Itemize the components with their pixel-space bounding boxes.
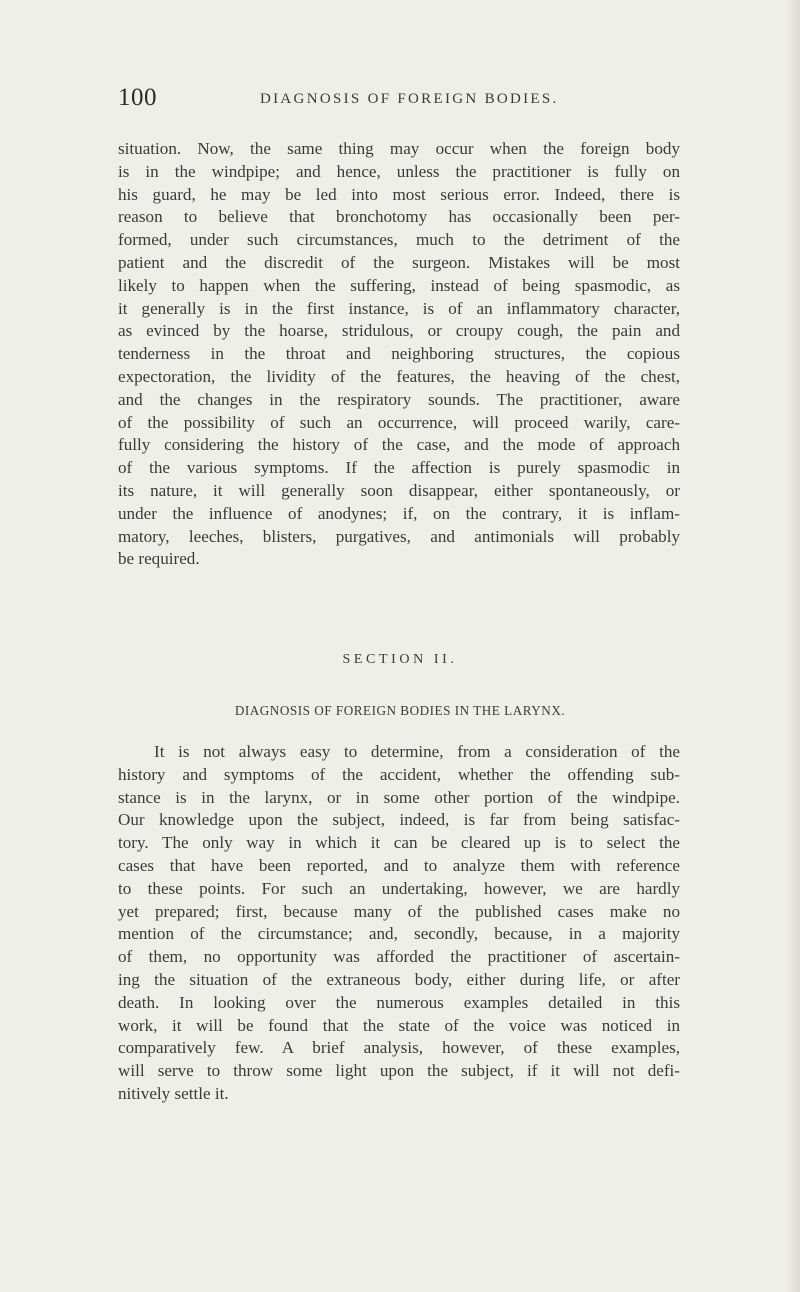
text-line: death. In looking over the numerous examples detailed in this — [118, 992, 680, 1012]
text-line: expectoration, the lividity of the features, the heaving of the chest, — [118, 366, 680, 386]
text-line: situation. Now, the same thing may occur when the foreign body — [118, 139, 680, 158]
text-line: his guard, he may be led into most serious error. Indeed, there is — [118, 184, 680, 204]
text-line: ing the situation of the extraneous body, either during life, or after — [118, 969, 680, 989]
text-line: tory. The only way in which it can be cleared up is to select the — [118, 833, 680, 853]
text-line: it generally is in the first instance, is of an inflammatory character, — [118, 298, 680, 318]
section-title: DIAGNOSIS OF FOREIGN BODIES IN THE LARYNX. — [234, 703, 566, 718]
text-line: tenderness in the throat and neighboring structures, the copious — [118, 344, 680, 364]
running-head: DIAGNOSIS OF FOREIGN BODIES. — [260, 91, 559, 107]
text-line: mention of the circumstance; and, secondly, because, in a majority — [118, 924, 680, 944]
text-line: is in the windpipe; and hence, unless the practitioner is fully on — [118, 161, 680, 181]
text-line: formed, under such circumstances, much to the detriment of the — [118, 230, 680, 250]
text-line: cases that have been reported, and to analyze them with reference — [118, 855, 680, 875]
text-line: of the possibility of such an occurrence, will proceed warily, care- — [118, 412, 680, 432]
text-line: stance is in the larynx, or in some other portion of the windpipe. — [118, 787, 680, 807]
text-line: comparatively few. A brief analysis, however, of these examples, — [118, 1038, 680, 1058]
text-line: its nature, it will generally soon disappear, either spontaneously, or — [118, 480, 680, 500]
text-line: of them, no opportunity was afforded the practitioner of ascertain- — [118, 947, 680, 967]
paragraph-2 — [118, 741, 680, 1106]
page-number: 100 — [118, 84, 157, 111]
text-line: Our knowledge upon the subject, indeed, is far from being satisfac- — [118, 810, 680, 830]
text-line: under the influence of anodynes; if, on the contrary, it is inflam- — [118, 503, 680, 523]
text-line: reason to believe that bronchotomy has occasionally been per- — [118, 207, 680, 227]
text-line: history and symptoms of the accident, whether the offending sub- — [118, 764, 680, 784]
text-line: as evinced by the hoarse, stridulous, or croupy cough, the pain and — [118, 321, 680, 341]
paragraph-1 — [118, 138, 680, 571]
text-line: will serve to throw some light upon the subject, if it will not defi- — [118, 1061, 680, 1081]
text-line: matory, leeches, blisters, purgatives, and antimonials will probably — [118, 526, 680, 546]
text-line: likely to happen when the suffering, instead of being spasmodic, as — [118, 275, 680, 295]
section-heading: SECTION II. — [342, 652, 458, 667]
text-line: nitively settle it. — [118, 1083, 229, 1103]
text-line: It is not always easy to determine, from a consideration of the — [154, 742, 680, 761]
text-line: fully considering the history of the case, and the mode of approach — [118, 435, 680, 455]
text-line: of the various symptoms. If the affection is purely spasmodic in — [118, 458, 680, 478]
text-line: be required. — [118, 549, 200, 569]
page-header — [118, 84, 688, 114]
text-line: to these points. For such an undertaking, however, we are hardly — [118, 878, 680, 898]
text-line: patient and the discredit of the surgeon. Mistakes will be most — [118, 252, 680, 272]
text-line: work, it will be found that the state of the voice was noticed in — [118, 1015, 680, 1035]
text-line: yet prepared; first, because many of the published cases make no — [118, 901, 680, 921]
text-line: and the changes in the respiratory sounds. The practitioner, aware — [118, 389, 680, 409]
page-edge-shadow — [786, 0, 800, 1292]
